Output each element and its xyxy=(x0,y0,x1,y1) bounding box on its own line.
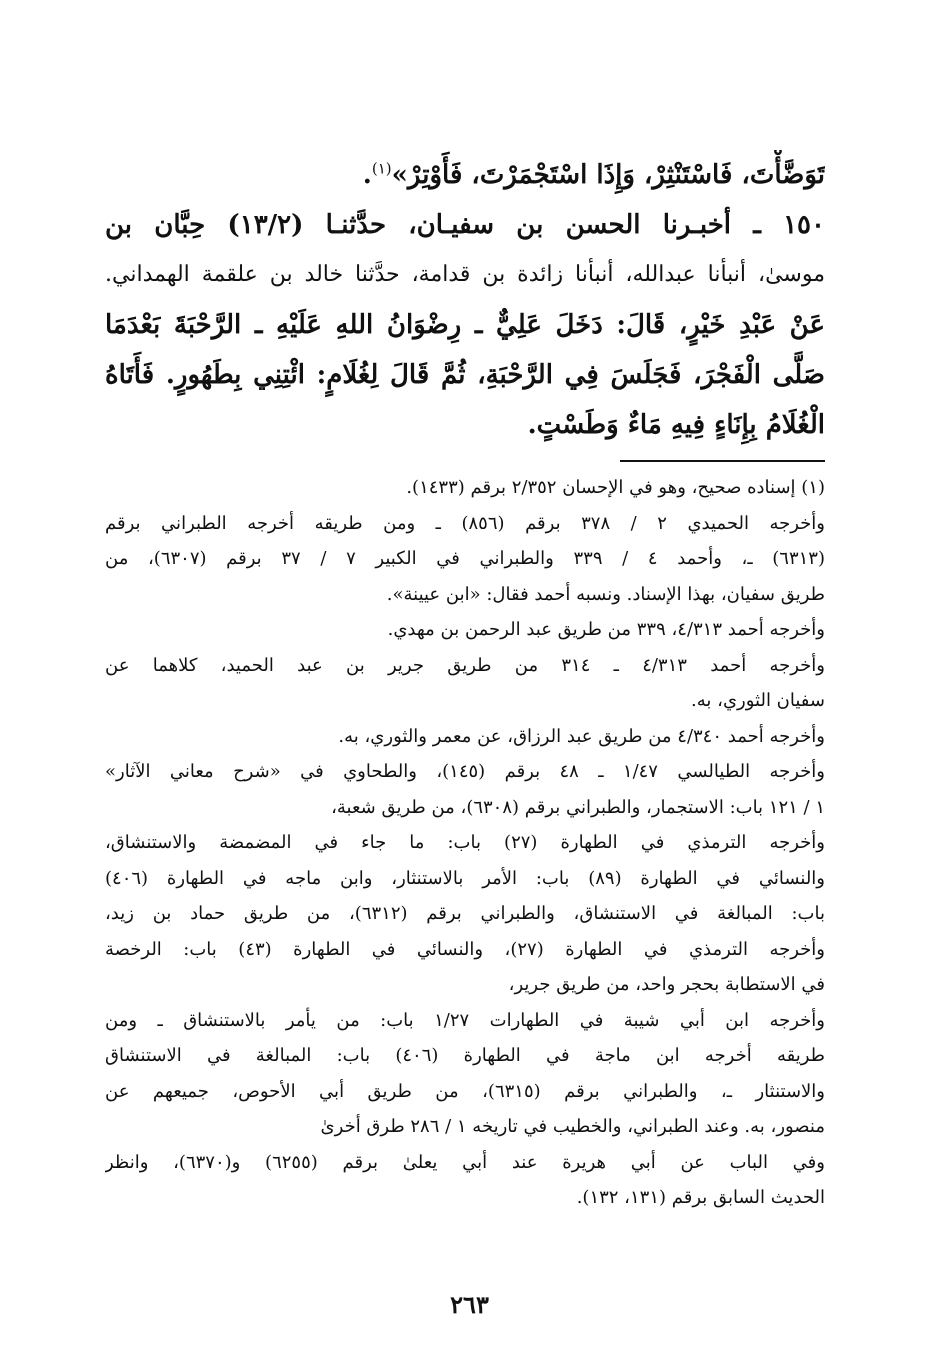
footnote-line: في الاستطابة بحجر واحد، من طريق جرير، xyxy=(508,974,825,995)
footnote-ref-1[interactable]: (١) xyxy=(371,159,392,178)
footnote-line: الحديث السابق برقم (١٣١، ١٣٢). xyxy=(576,1187,825,1208)
footnote-line: وأخرجه أحمد ٤/٣١٣، ٣٣٩ من طريق عبد الرحمن بن مهدي. xyxy=(387,619,825,640)
hadith-main-text xyxy=(105,150,825,450)
hadith-line-4-text: عَنْ عَبْدِ خَيْرٍ، قَالَ: دَخَلَ عَلِيٌّ ـ رِضْوَانُ اللهِ عَلَيْهِ ـ الرَّحْبَةَ بَعْدَمَا xyxy=(105,310,825,340)
footnote-line: باب: المبالغة في الاستنشاق، والطبراني برقم (٦٣١٢)، من طريق حماد بن زيد، xyxy=(105,903,825,924)
footnote-line: (٦٣١٣) ـ، وأحمد ٤ / ٣٣٩ والطبراني في الكبير ٧ / ٣٧ برقم (٦٣٠٧)، من xyxy=(105,548,825,569)
hadith-line-6-text: الْغُلَامُ بِإِنَاءٍ فِيهِ مَاءٌ وَطَسْتٍ. xyxy=(527,410,825,440)
footnote-line: وأخرجه أحمد ٤/٣١٣ ـ ٣١٤ من طريق جرير بن عبد الحميد، كلاهما عن xyxy=(105,654,825,676)
footnote-line: وفي الباب عن أبي هريرة عند أبي يعلىٰ برقم (٦٢٥٥) و(٦٣٧٠)، وانظر xyxy=(105,1151,825,1173)
footnotes xyxy=(105,470,825,1216)
hadith-number: ١٥٠ xyxy=(783,210,825,240)
hadith-line-3-text: موسىٰ، أنبأنا عبدالله، أنبأنا زائدة بن قدامة، حدَّثنا خالد بن علقمة الهمداني. xyxy=(105,262,825,287)
footnote-line: وأخرجه الترمذي في الطهارة (٢٧)، والنسائي في الطهارة (٤٣) باب: الرخصة xyxy=(105,938,825,960)
footnote-line: ١ / ١٢١ باب: الاستجمار، والطبراني برقم (٦٣٠٨)، من طريق شعبة، xyxy=(331,796,825,818)
hadith-line-2-text: ـ أخبـرنا الحسن بن سفيـان، حدَّثنـا (١٣/٢) حِبَّان بن xyxy=(105,210,761,240)
footnote-line: وأخرجه الحميدي ٢ / ٣٧٨ برقم (٨٥٦) ـ ومن طريقه أخرجه الطبراني برقم xyxy=(105,512,825,534)
footnote-line: وأخرجه ابن أبي شيبة في الطهارات ١/٢٧ باب: من يأمر بالاستنشاق ـ ومن xyxy=(105,1009,825,1031)
footnote-line: والنسائي في الطهارة (٨٩) باب: الأمر بالاستنثار، وابن ماجه في الطهارة (٤٠٦) xyxy=(105,867,825,889)
footnote-line: وأخرجه الترمذي في الطهارة (٢٧) باب: ما جاء في المضمضة والاستنشاق، xyxy=(105,832,825,853)
hadith-line-1-text: تَوَضَّأْتَ، فَاسْتَنْثِرْ، وَإِذَا اسْتَجْمَرْتَ، فَأَوْتِرْ» xyxy=(391,160,825,190)
hadith-line-6 xyxy=(105,400,825,450)
hadith-line-1-end: . xyxy=(362,160,372,190)
page-number: ٢٦٣ xyxy=(450,1290,489,1319)
hadith-line-4 xyxy=(105,300,825,350)
footnote-line: منصور، به. وعند الطبراني، والخطيب في تاريخه ١ / ٢٨٦ طرق أخرىٰ xyxy=(320,1116,825,1137)
footnote-separator xyxy=(620,460,825,462)
footnote-line: (١) إسناده صحيح، وهو في الإحسان ٢/٣٥٢ برقم (١٤٣٣). xyxy=(406,477,825,498)
hadith-line-5 xyxy=(105,350,825,400)
hadith-line-1 xyxy=(105,150,825,200)
footnote-line: وأخرجه الطيالسي ١/٤٧ ـ ٤٨ برقم (١٤٥)، والطحاوي في «شرح معاني الآثار» xyxy=(105,761,825,782)
footnote-line: وأخرجه أحمد ٤/٣٤٠ من طريق عبد الرزاق، عن معمر والثوري، به. xyxy=(338,725,825,747)
footnote-line: طريقه أخرجه ابن ماجة في الطهارة (٤٠٦) باب: المبالغة في الاستنشاق xyxy=(105,1045,825,1066)
hadith-line-5-text: صَلَّى الْفَجْرَ، فَجَلَسَ فِي الرَّحْبَةِ، ثُمَّ قَالَ لِغُلَامٍ: ائْتِنِي بِطَهُورٍ. فَأَتَاهُ xyxy=(105,360,825,390)
hadith-line-2 xyxy=(105,200,825,250)
hadith-line-3 xyxy=(105,250,825,300)
footnote-line: طريق سفيان، بهذا الإسناد. ونسبه أحمد فقال: «ابن عيينة». xyxy=(386,583,825,605)
footnote-line: والاستنثار ـ، والطبراني برقم (٦٣١٥)، من طريق أبي الأحوص، جميعهم عن xyxy=(105,1080,825,1102)
footnote-line: سفيان الثوري، به. xyxy=(691,690,825,711)
